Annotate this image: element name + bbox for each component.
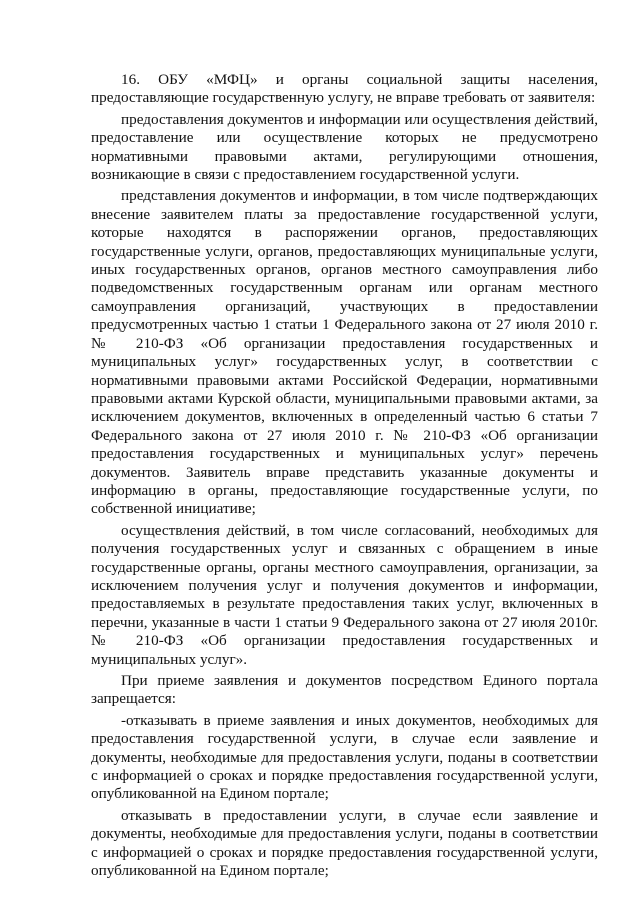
paragraph-item-16: 16. ОБУ «МФЦ» и органы социальной защиты населения, предоставляющие государственную услугу, не вправе требовать от заявителя: [91,71,598,107]
paragraph-portal-refuse-service: отказывать в предоставлении услуги, в случае если заявление и документы, необходимые для предоставления услуги, поданы в соответствии с информацией о сроках и порядке предоставления государственной услуги, опубликованной на Едином портале; [91,806,598,880]
paragraph-portal-refuse-acceptance: -отказывать в приеме заявления и иных документов, необходимых для предоставления государственной услуги, в случае если заявление и документы, необходимые для предоставления услуги, поданы в соответствии с информацией о сроках и порядке предоставления государственной услуги, опубликованной на Едином портале; [91,711,598,803]
document-page [91,71,598,883]
paragraph-portal-intro: При приеме заявления и документов посредством Единого портала запрещается: [91,672,598,708]
paragraph-prohibition-approvals: осуществления действий, в том числе согласований, необходимых для получения государственных услуг и связанных с обращением в иные государственные органы, органы местного самоуправления, организации, за исключением получения услуг и получения документов и информации, предоставляемых в результате предоставления таких услуг, включенных в перечни, указанные в части 1 статьи 9 Федерального закона от 27 июля 2010г. № 210-ФЗ «Об организации предоставления государственных и муниципальных услуг». [91,521,598,668]
paragraph-prohibition-actions: предоставления документов и информации или осуществления действий, предоставление или осуществление которых не предусмотрено нормативными правовыми актами, регулирующими отношения, возникающие в связи с предоставлением государственной услуги. [91,110,598,184]
paragraph-prohibition-documents: представления документов и информации, в том числе подтверждающих внесение заявителем платы за предоставление государственной услуги, которые находятся в распоряжении органов, предоставляющих государственные услуги, органов, предоставляющих муниципальные услуги, иных государственных органов, органов местного самоуправления либо подведомственных государственным органам или органам местного самоуправления организаций, участвующих в предоставлении предусмотренных частью 1 статьи 1 Федерального закона от 27 июля 2010 г. № 210-ФЗ «Об организации предоставления государственных и муниципальных услуг» государственных услуг, в соответствии с нормативными правовыми актами Российской Федерации, нормативными правовыми актами Курской области, муниципальными правовыми актами, за исключением документов, включенных в определенный частью 6 статьи 7 Федерального закона от 27 июля 2010 г. № 210-ФЗ «Об организации предоставления государственных и муниципальных услуг» перечень документов. Заявитель вправе представить указанные документы и информацию в органы, предоставляющие государственные услуги, по собственной инициативе; [91,187,598,518]
